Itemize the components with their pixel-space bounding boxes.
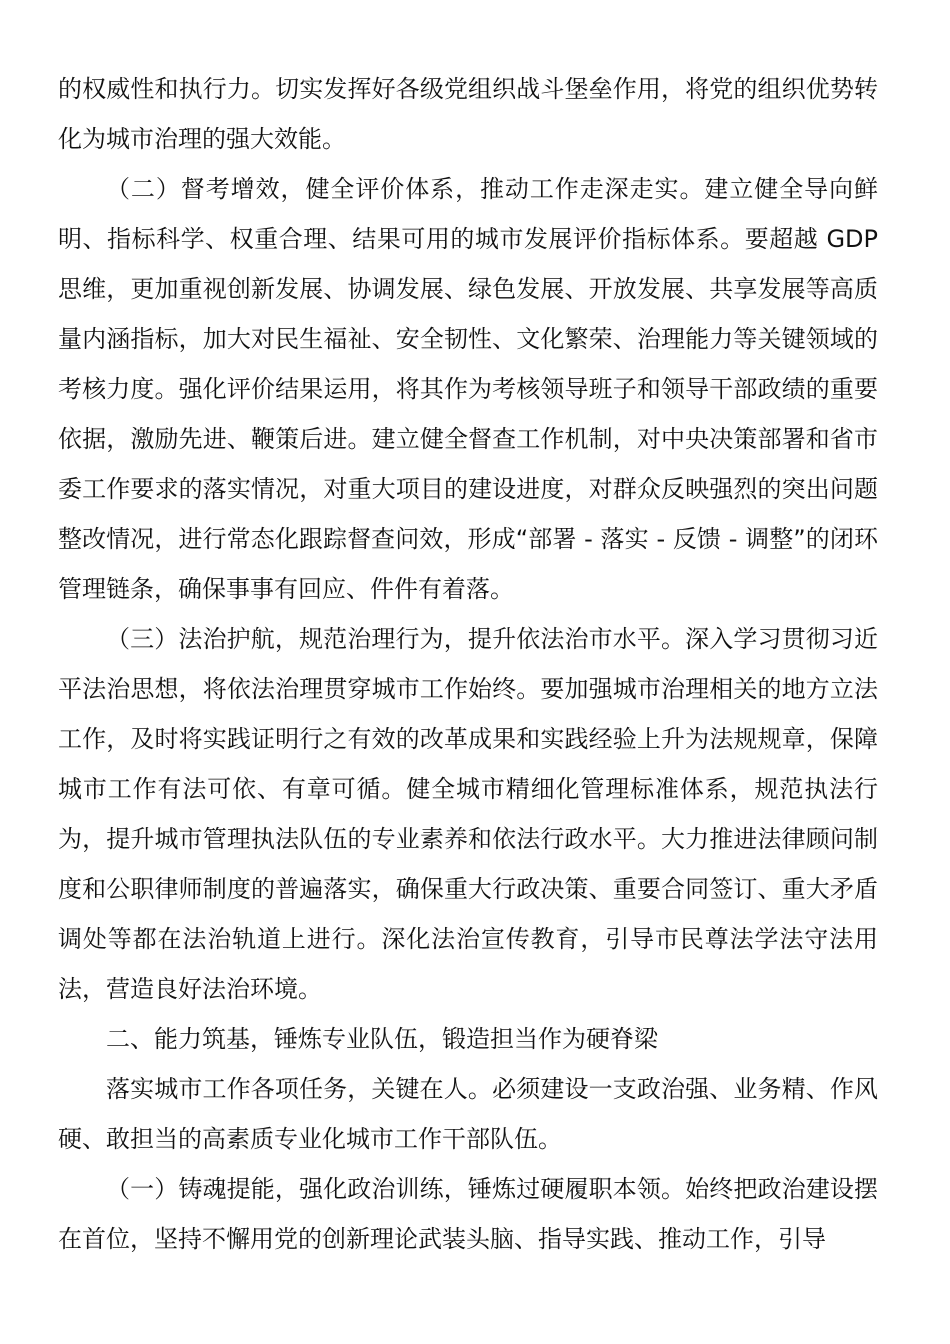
paragraph-rule-of-law: （三）法治护航，规范治理行为，提升依法治市水平。深入学习贯彻习近平法治思想，将依法治理贯穿城市工作始终。要加强城市治理相关的地方立法工作，及时将实践证明行之有效的改革成果和实践经验上升为法规规章，保障城市工作有法可依、有章可循。健全城市精细化管理标准体系，规范执法行为，提升城市管理执法队伍的专业素养和依法行政水平。大力推进法律顾问制度和公职律师制度的普遍落实，确保重大行政决策、重要合同签订、重大矛盾调处等都在法治轨道上进行。深化法治宣传教育，引导市民尊法学法守法用法，营造良好法治环境。 [58,625,878,1003]
paragraph-political-training: （一）铸魂提能，强化政治训练，锤炼过硬履职本领。始终把政治建设摆在首位，坚持不懈用党的创新理论武装头脑、指导实践、推动工作，引导 [58,1175,878,1253]
paragraph-continuation: 的权威性和执行力。切实发挥好各级党组织战斗堡垒作用，将党的组织优势转化为城市治理的强大效能。 [58,75,878,153]
section-heading-capacity: 二、能力筑基，锤炼专业队伍，锻造担当作为硬脊梁 [106,1025,658,1053]
paragraph-supervision-evaluation: （二）督考增效，健全评价体系，推动工作走深走实。建立健全导向鲜明、指标科学、权重合理、结果可用的城市发展评价指标体系。要超越 GDP 思维，更加重视创新发展、协调发展、绿色发展、开放发展、共享发展等高质量内涵指标，加大对民生福祉、安全韧性、文化繁荣、治理能力等关键领域的考核力度。强化评价结果运用，将其作为考核领导班子和领导干部政绩的重要依据，激励先进、鞭策后进。建立健全督查工作机制，对中央决策部署和省市委工作要求的落实情况，对重大项目的建设进度，对群众反映强烈的突出问题整改情况，进行常态化跟踪督查问效，形成“部署 - 落实 - 反馈 - 调整”的闭环管理链条，确保事事有回应、件件有着落。 [58,175,878,603]
document-body [58,64,878,1264]
paragraph-section-intro: 落实城市工作各项任务，关键在人。必须建设一支政治强、业务精、作风硬、敢担当的高素质专业化城市工作干部队伍。 [58,1075,878,1153]
